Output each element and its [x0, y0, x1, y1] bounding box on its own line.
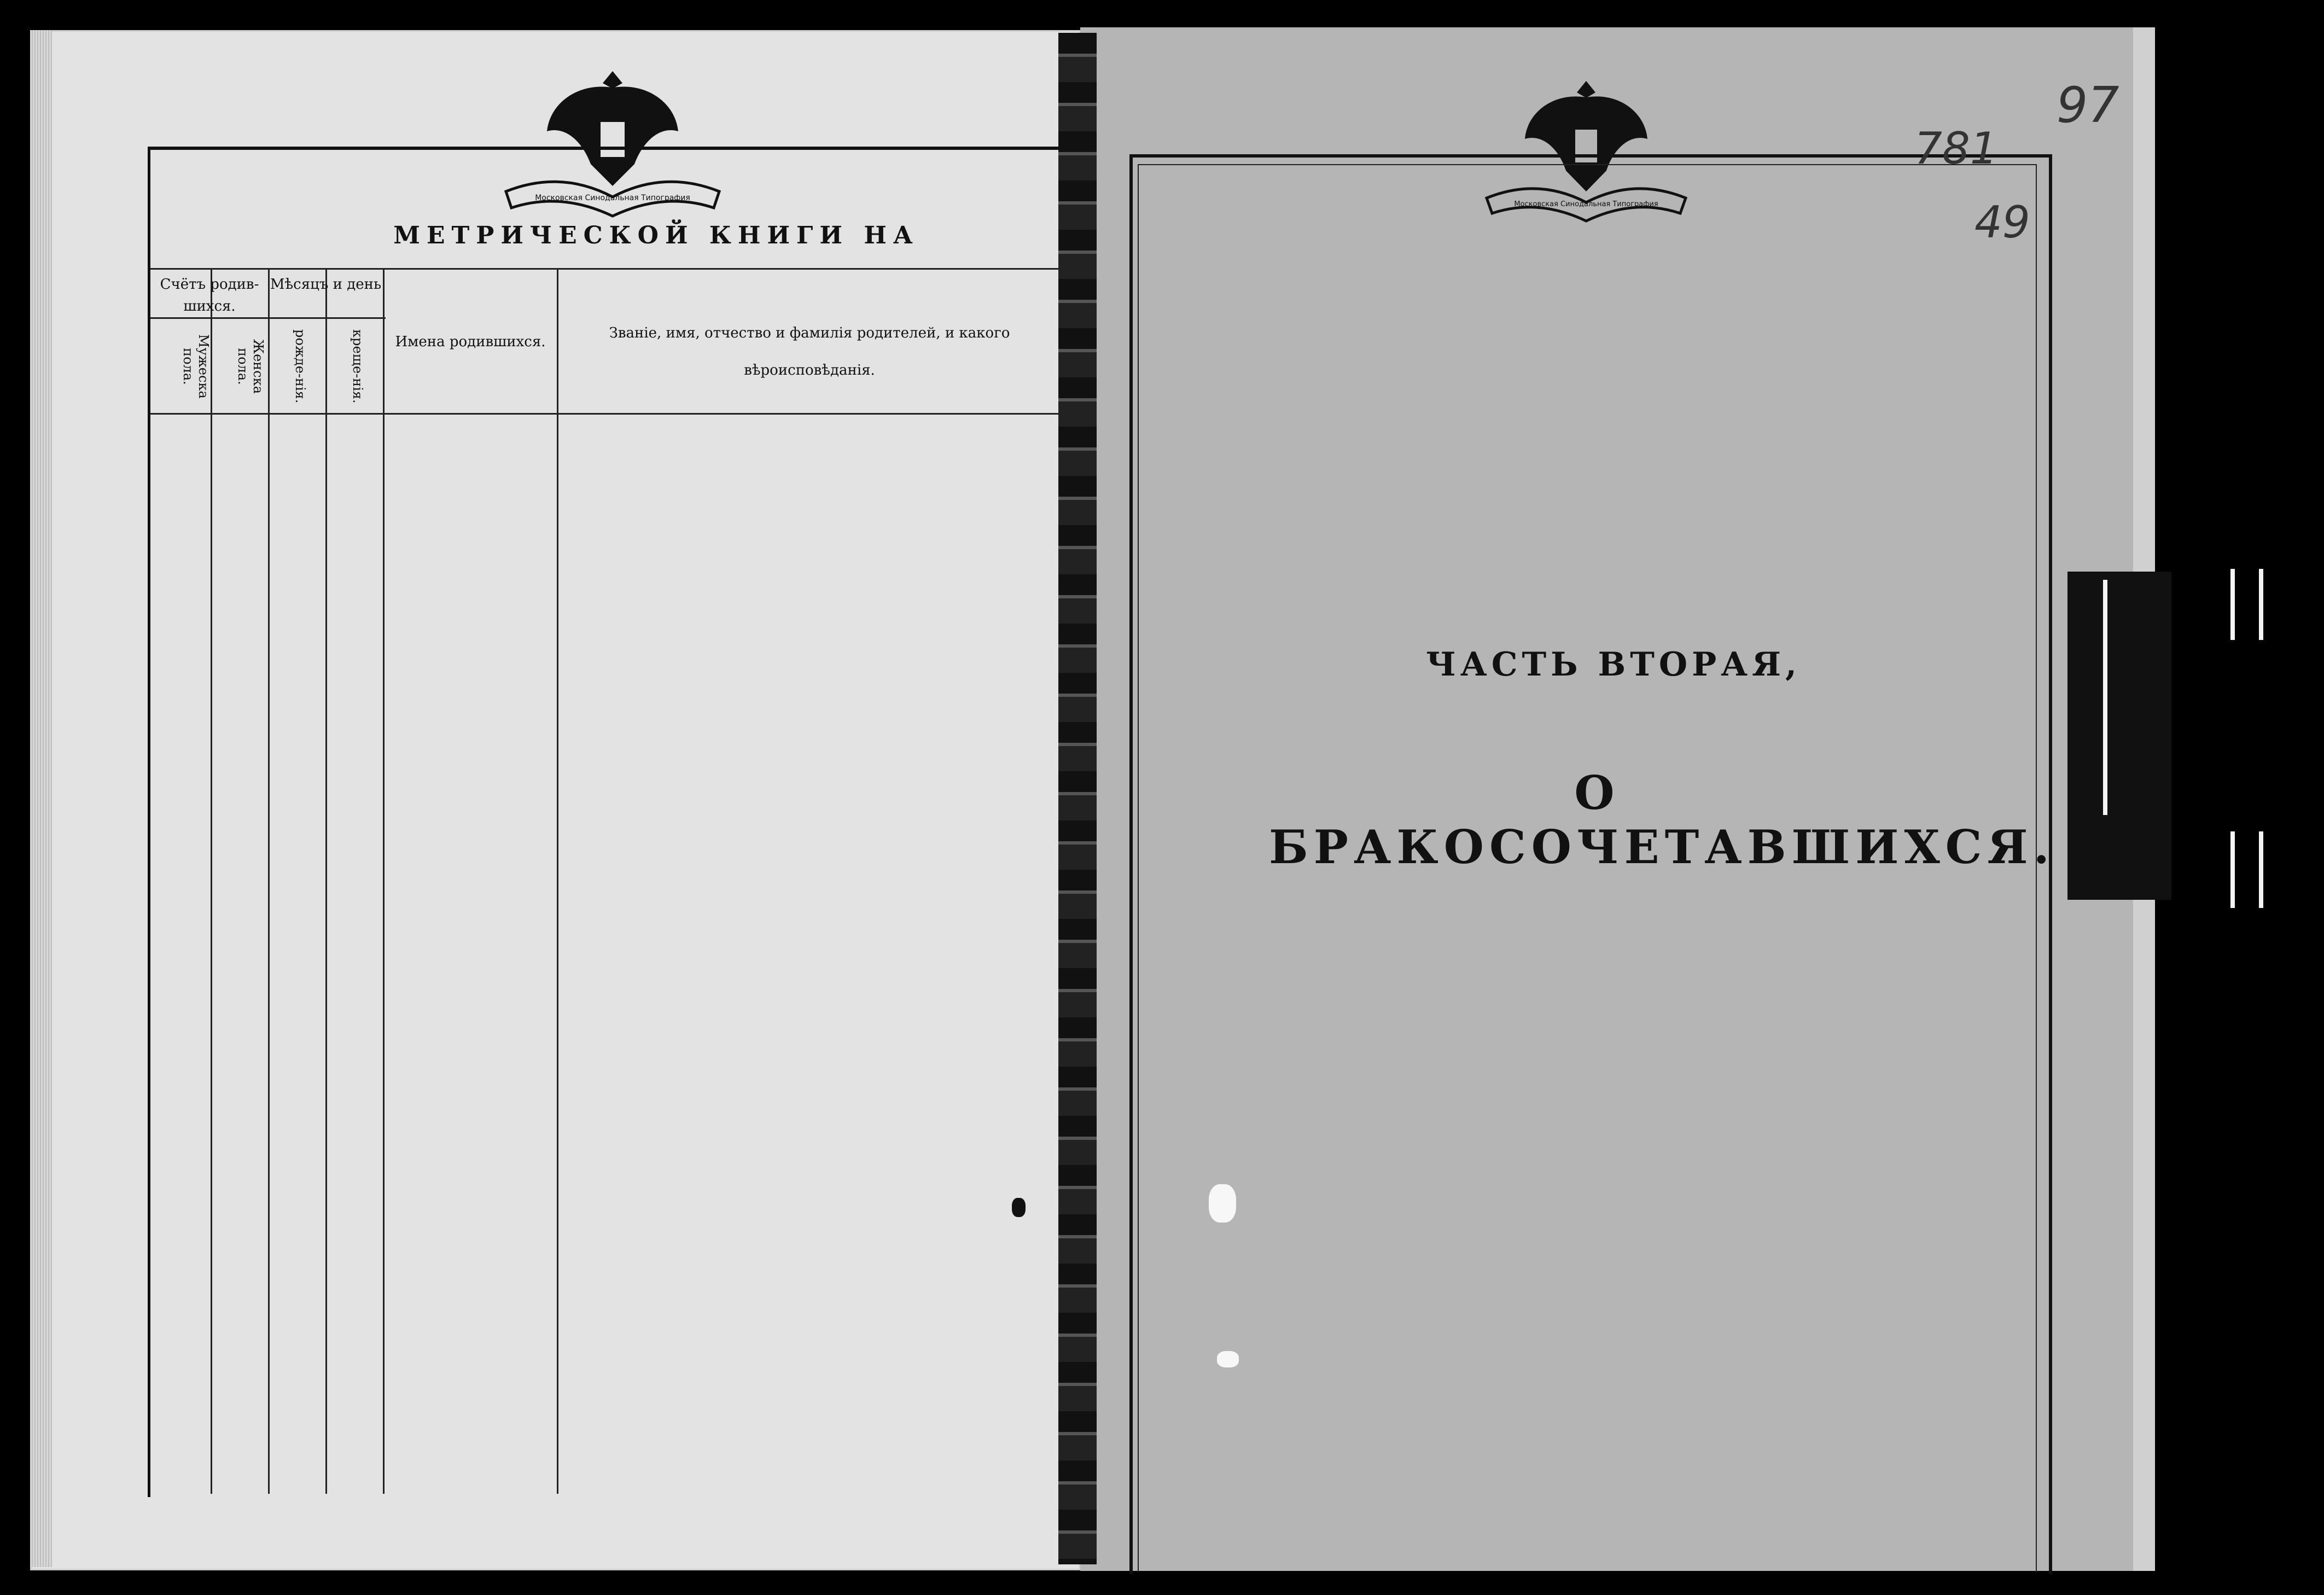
header-bottom-rule — [150, 413, 1060, 415]
filmstrip-mark — [2230, 569, 2235, 640]
female-header: Женска пола. — [235, 339, 266, 394]
column-divider — [211, 268, 212, 1494]
folio-number: 49 — [1974, 197, 2030, 248]
crest-ribbon-text: Московская Синодальная Типография — [1514, 200, 1658, 208]
filmstrip-mark — [2259, 569, 2263, 640]
crest-ribbon-text: Московская Синодальная Типография — [535, 194, 690, 202]
part-subtitle: О БРАКОСОЧЕТАВШИХСЯ. — [1269, 766, 2055, 874]
filmstrip-mark — [2259, 831, 2263, 908]
paper-damage-hole — [1217, 1351, 1239, 1367]
filmstrip-mark — [2230, 831, 2235, 908]
folio-number: 781 — [1914, 123, 1998, 174]
left-page-edge — [30, 30, 52, 1567]
male-header: Мужеска пола. — [180, 334, 211, 399]
column-divider — [383, 268, 385, 1494]
paper-damage-hole — [1209, 1184, 1236, 1223]
column-divider — [557, 268, 558, 1494]
index-tab — [2067, 572, 2171, 900]
folio-number: 97 — [2057, 77, 2119, 134]
birth-header: рожде-нія. — [293, 329, 308, 404]
book-title: МЕТРИЧЕСКОЙ КНИГИ НА — [393, 222, 919, 249]
month-group-header: Мѣсяцъ и день — [270, 276, 382, 293]
parents-header: Званіе, имя, отчество и фамилія родителей, и какого вѣроисповѣданія. — [609, 325, 1010, 379]
count-group-header: Счётъ родив-шихся. — [160, 276, 259, 315]
column-divider — [325, 268, 327, 1494]
part-title: ЧАСТЬ ВТОРАЯ, — [1426, 645, 1801, 684]
column-divider — [268, 268, 270, 1494]
paper-damage-hole — [1012, 1198, 1026, 1217]
names-header: Имена родившихся. — [395, 334, 546, 350]
book-spine — [1058, 33, 1097, 1564]
tab-edge — [2103, 580, 2107, 815]
header-rule — [150, 268, 1060, 270]
baptism-header: креще-нія. — [350, 329, 365, 404]
